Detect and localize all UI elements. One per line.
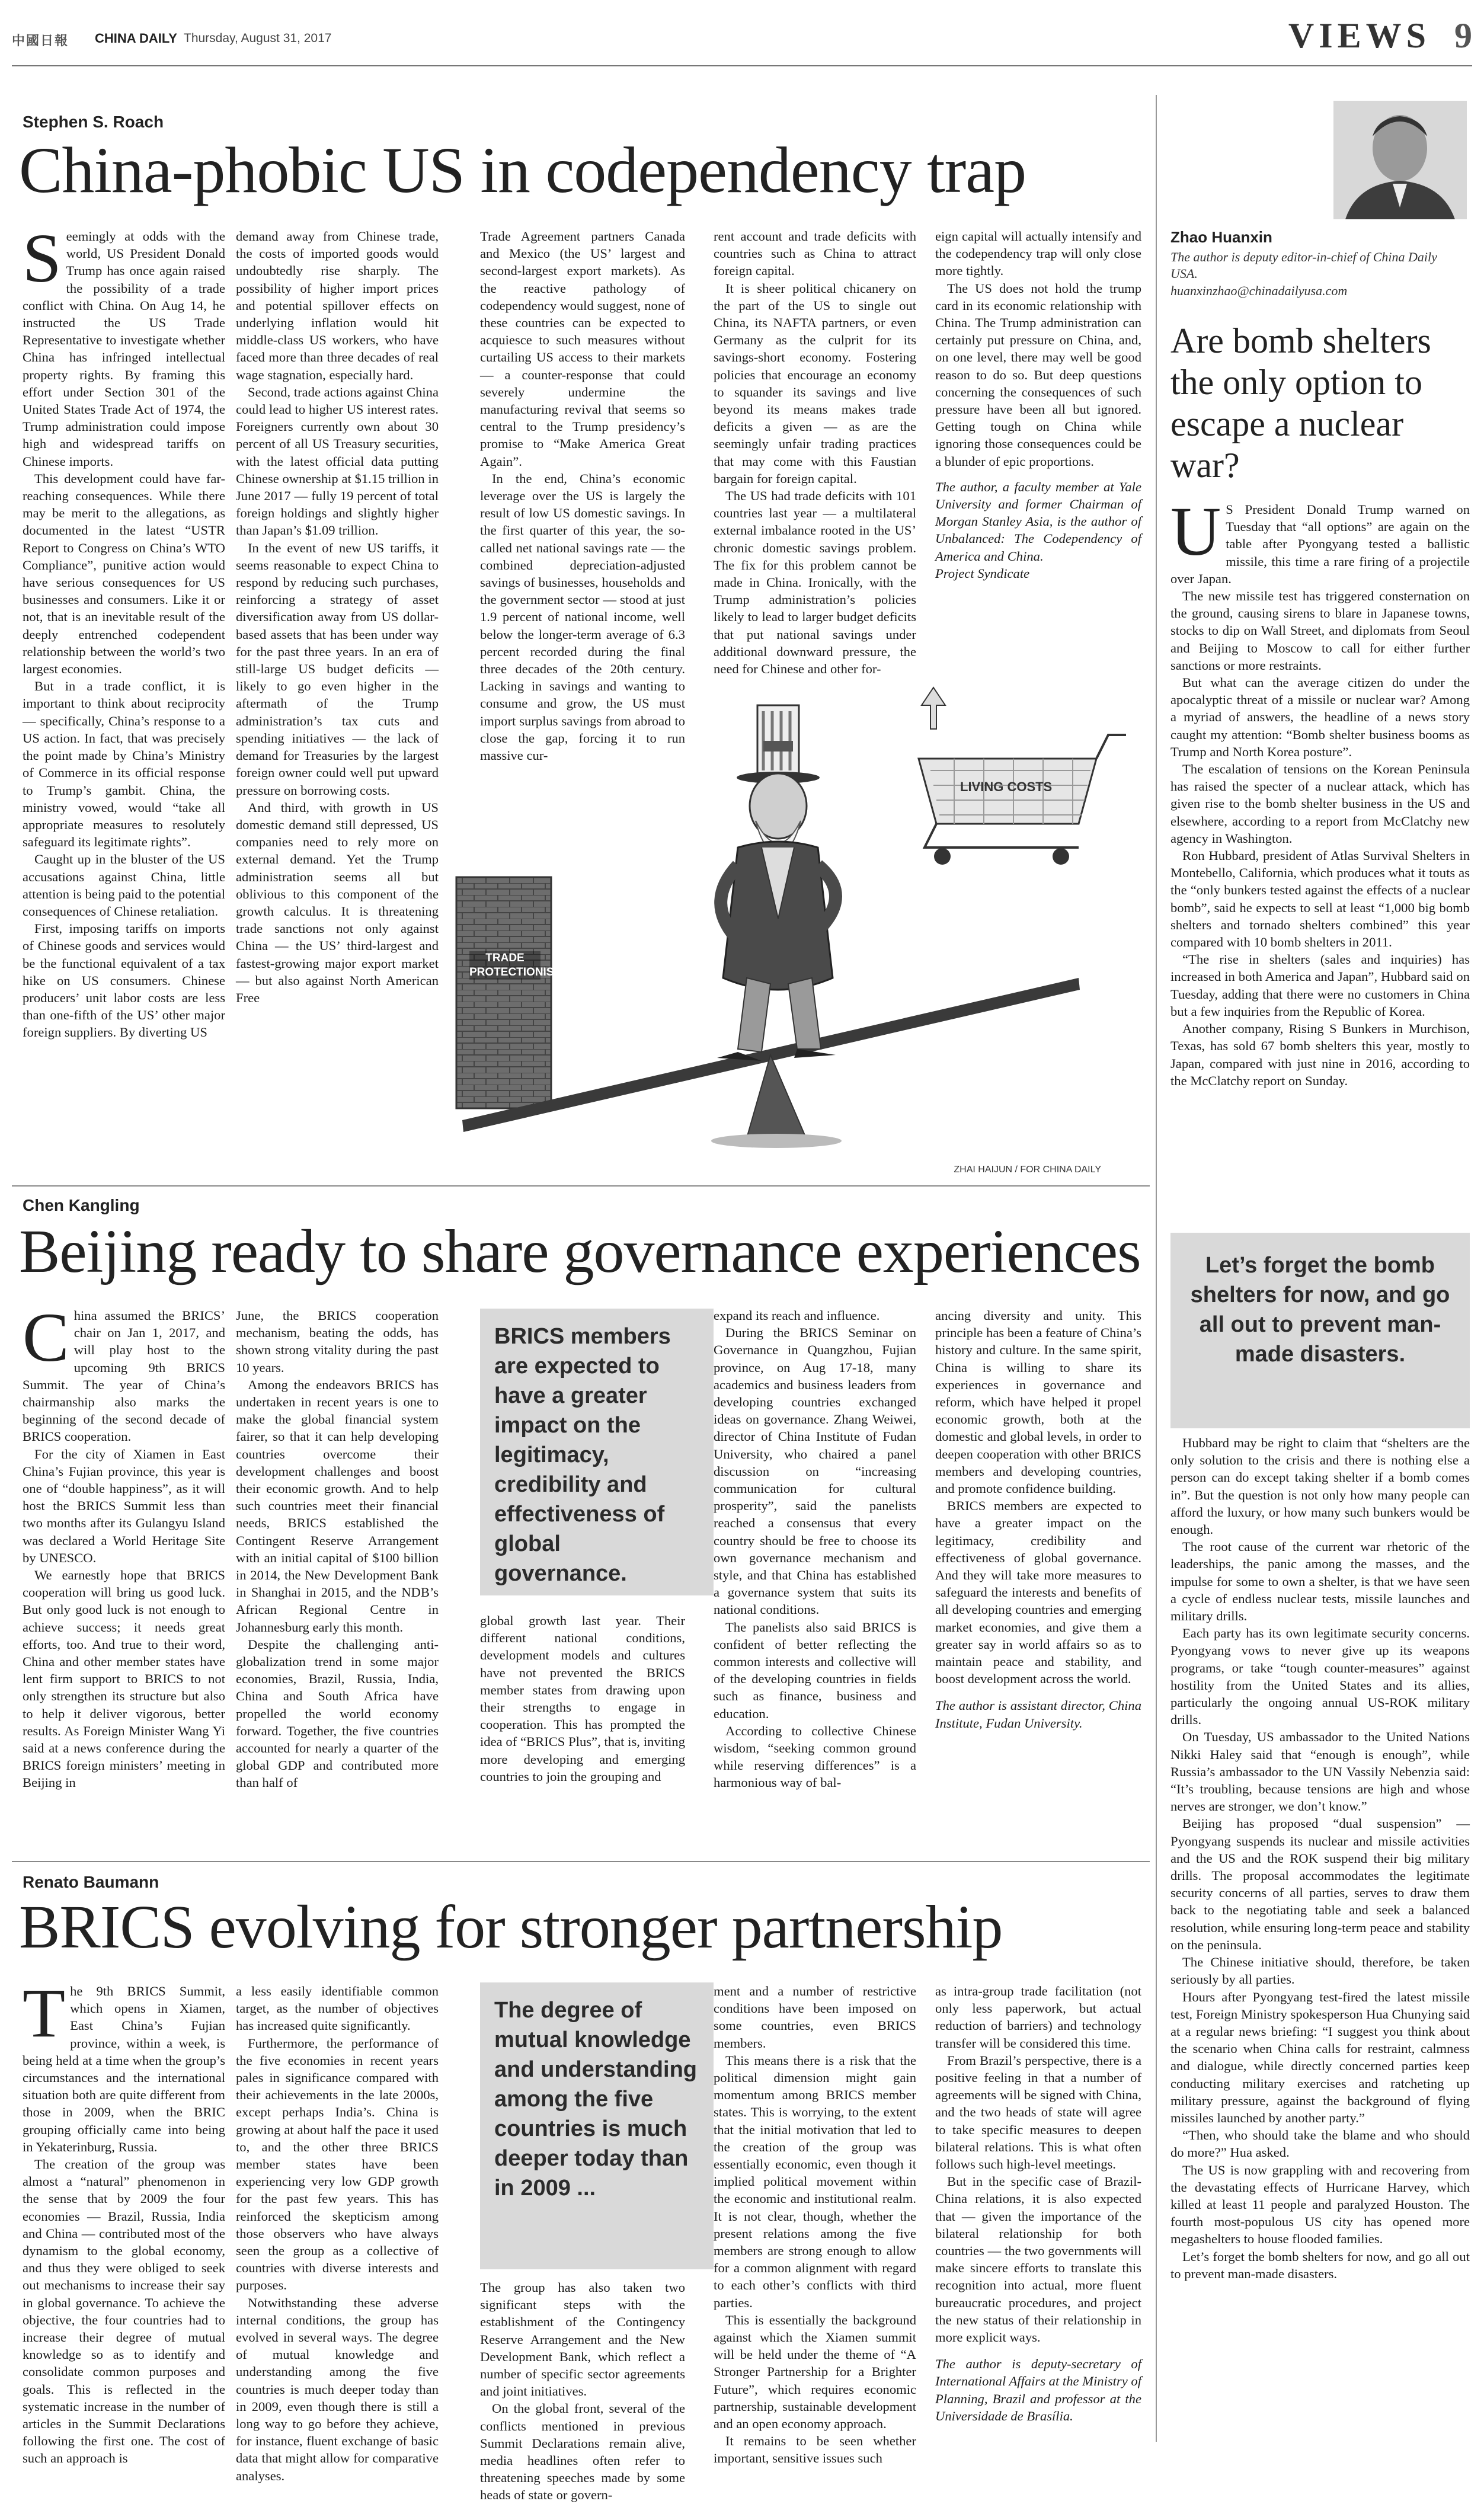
paragraph: rent account and trade deficits with countries such as China to attract foreign capital. xyxy=(714,229,916,279)
paragraph: eemingly at odds with the world, US President Donald Trump has once again raised the possibility of a trade conflict with China. On Aug 14, he instructed the US Trade Representative to investigate whether China has infringed intellectual property rights. By framing this effort under Section 301 of the United States Trade Act of 1974, the Trump administration could impose high and widespread tariffs on Chinese imports. xyxy=(23,229,225,469)
article1-byline: Stephen S. Roach xyxy=(23,113,164,131)
paragraph: The group has also taken two significant steps with the establishment of the Contingency Reserve Arrangement and the New Development Bank, which reflect a number of specific sector agreements and joint initiatives. xyxy=(480,2280,685,2399)
paragraph: hina assumed the BRICS’ chair on Jan 1, 2017, and will play host to the upcoming 9th BRICS Summit. The year of China’s chairmanship also marks the beginning of the second decade of BRICS cooperation. xyxy=(23,1308,225,1444)
paragraph: Beijing has proposed “dual suspension” — Pyongyang suspends its nuclear and missile activities and the US and the ROK suspend their big military drills. The proposal accommodates the legitimate security concerns of all parties, serves to draw them back to the negotiating table and seek a balanced resolution, while ensuring long-term peace and stability on the peninsula. xyxy=(1170,1816,1470,1952)
paragraph: We earnestly hope that BRICS cooperation will bring us good luck. But only good luck is not enough to achieve success; it needs great efforts, too. And true to their word, China and other member states have lent firm support to BRICS to not only strengthen its structure but also to help it deliver vigorous, better results. As Foreign Minister Wang Yi said at a news conference during the BRICS foreign ministers’ meeting in Beijing in xyxy=(23,1568,225,1790)
paragraph: as intra-group trade facilitation (not only less paperwork, but actual reduction of barriers) and technology transfer will be considered this time. xyxy=(935,1984,1141,2051)
sidebar-pull-quote xyxy=(1170,1233,1470,1428)
paragraph: In the end, China’s economic leverage over the US is largely the result of low US domestic savings. In the first quarter of this year, the so-called net national savings rate — the combined depreciation-adjusted savings of businesses, households and the government sector — stood at just 1.9 percent of national income, well below the longer-term average of 6.3 percent recorded during the final three decades of the 20th century. Lacking in savings and wanting to consume and grow, the US must import surplus savings from abroad to close the gap, forcing it to run massive cur- xyxy=(480,471,685,763)
masthead-rule xyxy=(12,65,1472,66)
paragraph: The creation of the group was almost a “natural” phenomenon in the sense that by 2009 the four economies — Brazil, Russia, India and China — contributed most of the dynamism to the global economy, and thus they were obliged to seek out mechanisms to increase their say in global governance. To achieve the objective, the four countries had to increase their degree of mutual knowledge so as to identify and consolidate common purposes and goals. This is reflected in the systematic increase in the number of articles in the Summit Declarations following the first one. The cost of such an approach is xyxy=(23,2157,225,2466)
article1-col1 xyxy=(23,219,225,1235)
paragraph: According to collective Chinese wisdom, “seeking common ground while reserving differences” is a harmonious way of bal- xyxy=(714,1723,916,1790)
paragraph: This development could have far-reaching consequences. While there may be merit to the allegations, as documented in the latest “USTR Report to Congress on China’s WTO Compliance”, punitive action would have serious consequences for US businesses and consumers. Like it or not, that is an inevitable result of the deeply entrenched codependent relationship between the world’s two largest economies. xyxy=(23,471,225,677)
paragraph: Caught up in the bluster of the US accusations against China, little attention is being paid to the potential consequences of Chinese retaliation. xyxy=(23,852,225,919)
paragraph: The root cause of the current war rhetoric of the leaderships, the panic among the masses, and the impulse for some to own a shelter, is that we have seen a cycle of endless nuclear tests, missile launches and military drills. xyxy=(1170,1539,1470,1624)
paragraph: S President Donald Trump warned on Tuesday that “all options” are again on the table after Pyongyang tested a ballistic missile, this time a rare firing of a projectile over Japan. xyxy=(1170,502,1470,586)
paragraph: Ron Hubbard, president of Atlas Survival Shelters in Montebello, California, which produces what it touts as the “only bunkers tested against the effects of a nuclear bomb”, said he expects to sell at least “1,000 big bomb shelters and tornado shelters combined” this year compared with 10 bomb shelters in 2011. xyxy=(1170,848,1470,950)
uncle-sam-figure xyxy=(717,705,836,1061)
article3-headline: BRICS evolving for stronger partnership xyxy=(19,1893,1003,1961)
paragraph: demand away from Chinese trade, the costs of imported goods would undoubtedly rise sharply. The possibility of higher import prices and potential spillover effects on underlying inflation would hit middle-class US workers, who have faced more than three decades of real wage stagnation, especially hard. xyxy=(236,229,439,382)
sidebar-divider xyxy=(1156,95,1157,2442)
paragraph: First, imposing tariffs on imports of Chinese goods and services would be the functional equivalent of a tax hike on US consumers. Chinese producers’ unit labor costs are less than one-fifth of the US’ other major foreign suppliers. By diverting US xyxy=(23,921,225,1040)
article3-col3 xyxy=(480,2279,685,2503)
paragraph: On Tuesday, US ambassador to the United Nations Nikki Haley said that “enough is enough”, while Russia’s ambassador to the UN Vassily Nebenzia said: “It’s troubling, because tensions are high and whose nerves are stronger, we don’t know.” xyxy=(1170,1729,1470,1814)
paragraph: The Chinese initiative should, therefore, be taken seriously by all parties. xyxy=(1170,1955,1470,1987)
article3-byline: Renato Baumann xyxy=(23,1873,159,1891)
fulcrum xyxy=(747,1055,806,1138)
paragraph: But in the specific case of Brazil-China relations, it is also expected that — given the importance of the bilateral relationship for both countries — the two governments will make sincere efforts to translate this recognition into actual, more fluent bureaucratic procedures, and project the new status of their relationship in more explicit ways. xyxy=(935,2174,1141,2345)
paragraph: Hours after Pyongyang test-fired the latest missile test, Foreign Ministry spokesperson Hua Chunying said at a regular news briefing: “I suggest you think about the scenario when China calls for restraint, calmness and dialogue, while directly concerned parties keep conducting military exercises and ratcheting up military pressure, against the background of flying missiles launched by another party.” xyxy=(1170,1989,1470,2125)
article2-byline: Chen Kangling xyxy=(23,1196,140,1214)
paragraph: The US does not hold the trump card in its economic relationship with China. The Trump administration can certainly put pressure on China, and, on one level, there may well be good reason to do so. But deep questions concerning the consequences of such pressure have been all but ignored. Getting tough on China while ignoring those consequences could be a blunder of epic proportions. xyxy=(935,280,1141,469)
paragraph: Hubbard may be right to claim that “shelters are the only solution to the crisis and there is nothing else a person can do except taking shelter if a bomb comes in”. But the question is not only how many people can afford the luxury, or how many such bunkers would be enough. xyxy=(1170,1435,1470,1537)
sidebar-body-top xyxy=(1170,493,1470,1218)
pull-quote-text: Let’s forget the bomb shelters for now, and go all out to prevent man-made disasters. xyxy=(1190,1253,1450,1367)
wall-label: TRADE PROTECTIONISM xyxy=(469,952,564,978)
paragraph: In the event of new US tariffs, it seems reasonable to expect China to respond by reducing such purchases, reinforcing a strategy of asset diversification away from US dollar-based assets that has been under way for the past three years. In an era of still-large US budget deficits — likely to go even higher in the aftermath of the Trump administration’s tax cuts and spending initiatives — the lack of demand for Treasuries by the largest foreign owner could well put upward pressure on borrowing costs. xyxy=(236,540,439,798)
paragraph: The US is now grappling with and recovering from the devastating effects of Hurricane Harvey, which killed at least 11 people and paralyzed Houston. The fourth most-populous US city has opened more megashelters to house flooded families. xyxy=(1170,2162,1470,2247)
paragraph: June, the BRICS cooperation mechanism, beating the odds, has shown strong vitality during the past 10 years. xyxy=(236,1308,439,1375)
paragraph: expand its reach and influence. xyxy=(714,1308,880,1323)
paragraph: The US had trade deficits with 101 countries last year — a multilateral external imbalance rooted in the US’ chronic domestic savings problem. The fix for this problem cannot be made in China. Ironically, with the Trump administration’s policies likely to lead to larger budget deficits that put national savings under additional downward pressure, the need for Chinese and other for- xyxy=(714,488,916,677)
paragraph: This means there is a risk that the political dimension might gain momentum among BRICS member states. This is worrying, to the extent that the initial motivation that led to the creation of the group was essentially economic, even though it implied political movement within the economic and institutional realm. It is not clear, though, whether the present relations among the five members are strong enough to allow for a common alignment with regard to each other’s conflicts with third parties. xyxy=(714,2052,916,2310)
article1-dropcap: S xyxy=(23,219,62,297)
article2-col1 xyxy=(23,1299,225,1852)
article2-headline: Beijing ready to share governance experiences xyxy=(19,1217,1141,1285)
article2-col2 xyxy=(236,1307,439,1852)
paragraph: The escalation of tensions on the Korean Peninsula has raised the specter of a nuclear attack, which has given rise to the bomb shelter business in the US and elsewhere, according to a report from McClatchy new agency in Washington. xyxy=(1170,762,1470,846)
paragraph: Furthermore, the performance of the five economies in recent years pales in significance compared with their achievements in the late 2000s, except perhaps India’s. China is growing at about half the pace it used to, and the other three BRICS member states have been experiencing very low GDP growth for the past few years. This has reinforced the skepticism among those observers who have always seen the group as a collective of countries with diverse interests and purposes. xyxy=(236,2035,439,2293)
paragraph: Trade Agreement partners Canada and Mexico (the US’ largest and second-largest export markets). As the reactive pathology of codependency would suggest, none of these countries can be expected to acquiesce to such measures without curtailing US access to their markets — a counter-response that could severely undermine the manufacturing revival that seems so central to the Trump presidency’s promise to “Make America Great Again”. xyxy=(480,229,685,469)
paragraph: The new missile test has triggered consternation on the ground, causing sirens to blare in Japanese towns, stocks to dip on Wall Street, and diplomats from Seoul and Beijing to Moscow to call for either further sanctions or more restraints. xyxy=(1170,589,1470,673)
paragraph: eign capital will actually intensify and the codependency trap will only close more tightly. xyxy=(935,229,1141,279)
article1-col5 xyxy=(935,228,1141,581)
article3-col2 xyxy=(236,1982,439,2483)
paragraph: global growth last year. Their different national conditions, development models and cultures have not prevented the BRICS member states from drawing upon their strengths to engage in cooperation. This has prompted the idea of “BRICS Plus”, that is, inviting more developing and emerging countries to join the grouping and xyxy=(480,1613,685,1784)
sidebar-headline: Are bomb shelters the only option to escape a nuclear war? xyxy=(1170,321,1431,485)
paragraph: During the BRICS Seminar on Governance in Quangzhou, Fujian province, on Aug 17-18, many academics and business leaders from developing countries exchanged ideas on governance. Zhang Weiwei, director of China Institute of Fudan University, who chaired a panel discussion on “increasing communication for cultural prosperity”, said the panelists reached a consensus that every country should be free to choose its own governance mechanism and style, and that China has established a governance system that suits its national conditions. xyxy=(714,1325,916,1617)
source-credit: Project Syndicate xyxy=(935,565,1030,581)
article3-pull-quote xyxy=(480,1982,714,2269)
paragraph: “Then, who should take the blame and who should do more?” Hua asked. xyxy=(1170,2128,1470,2160)
paragraph: The panelists also said BRICS is confident of better reflecting the common interests and collective will of the developing countries in fields such as finance, business and education. xyxy=(714,1619,916,1721)
avatar xyxy=(1333,101,1467,219)
sidebar-dropcap: U xyxy=(1170,493,1221,570)
paragraph: “The rise in shelters (sales and inquiries) has increased in both America and Japan”, Hubbard said on Tuesday, adding that there were no customers in China but a few inquiries from the Republic of Korea. xyxy=(1170,952,1470,1019)
sidebar-email: huanxinzhao@chinadailyusa.com xyxy=(1170,283,1348,298)
paragraph: Despite the challenging anti-globalization trend in some major economies, Brazil, Russia, India, China and South Africa have propelled the world economy forward. Together, the five countries accounted for nearly a quarter of the global GDP and contributed more than half of xyxy=(236,1636,439,1790)
illustration-credit: ZHAI HAIJUN / FOR CHINA DAILY xyxy=(954,1165,1101,1175)
divider xyxy=(12,1185,1150,1187)
paragraph: ancing diversity and unity. This principle has been a feature of China’s history and culture. In the same spirit, China is willing to share its experiences in governance and reform, which have helped it propel economic growth, both at the domestic and global levels, in order to deepen cooperation with other BRICS members and developing countries, and promote confidence building. xyxy=(935,1308,1141,1496)
illustration-svg xyxy=(439,670,1144,1179)
paragraph: ment and a number of restrictive conditions have been imposed on some countries, even BRICS members. xyxy=(714,1984,916,2051)
paragraph: Each party has its own legitimate security concerns. Pyongyang vows to never give up its weapons programs, or take “tough counter-measures” against hostility from the United States and its allies, particularly the ongoing annual US-ROK military drills. xyxy=(1170,1626,1470,1728)
article2-dropcap: C xyxy=(23,1299,69,1376)
article3-col1 xyxy=(23,1974,225,2466)
paragraph: Notwithstanding these adverse internal conditions, the group has evolved in several ways. The degree of mutual knowledge and understanding among the five countries is much deeper today than in 2009, even though there is still a long way to go before they achieve, for instance, fluent exchange of basic data that might allow for comparative analyses. xyxy=(236,2295,439,2483)
up-arrow-icon xyxy=(922,687,945,729)
pull-quote-text: The degree of mutual knowledge and understanding among the five countries is much deeper today than in 2009 ... xyxy=(494,1998,697,2201)
page-number: 9 xyxy=(1454,16,1472,55)
article3-dropcap: T xyxy=(23,1974,66,2052)
divider xyxy=(12,1861,1150,1862)
paragraph: Among the endeavors BRICS has undertaken in recent years is one to make the global financial system fairer, so that it can help developing countries overcome their development challenges and boost their economic growth. And to help such countries meet their financial needs, BRICS established the Contingent Reserve Arrangement with an initial capital of $100 billion in 2014, the New Development Bank in Shanghai in 2015, and the NDB’s African Regional Centre in Johannesburg early this month. xyxy=(236,1377,439,1635)
issue-date: Thursday, August 31, 2017 xyxy=(184,31,332,45)
cart-label: LIVING COSTS xyxy=(960,779,1053,794)
paragraph: It remains to be seen whether important, sensitive issues such xyxy=(714,2433,916,2466)
article2-pull-quote xyxy=(480,1309,714,1595)
author-bio: The author, a faculty member at Yale University and former Chairman of Morgan Stanley Asia, is the author of Unbalanced: The Codependency of America and China. xyxy=(935,479,1141,564)
article3-col4 xyxy=(714,1982,916,2466)
paragraph: Another company, Rising S Bunkers in Murchison, Texas, has sold 67 bomb shelters this year, mostly to Japan, compared with just nine in 2016, according to the McClatchy report on Sunday. xyxy=(1170,1021,1470,1088)
author-bio: The author is assistant director, China Institute, Fudan University. xyxy=(935,1698,1141,1731)
section-title: VIEWS xyxy=(1288,16,1431,55)
paragraph: On the global front, several of the conflicts mentioned in previous Summit Declarations remain alive, media headlines often refer to threatening speeches made by some heads of state or govern- xyxy=(480,2401,685,2503)
paragraph: From Brazil’s perspective, there is a positive feeling in that a number of agreements will be signed with China, and the two heads of state will agree to take specific measures to deepen bilateral relations. This is what often follows such high-level meetings. xyxy=(935,2052,1141,2172)
paragraph: a less easily identifiable common target, as the number of objectives has increased quite significantly. xyxy=(236,1984,439,2033)
pull-quote-text: BRICS members are expected to have a greater impact on the legitimacy, credibility and effectiveness of global governance. xyxy=(494,1324,671,1586)
paragraph: And third, with growth in US domestic demand still depressed, US companies need to rely more on external demand. Yet the Trump administration seems all but oblivious to this component of the growth calculus. It is threatening trade sanctions not only against China — the US’ third-largest and fastest-growing major export market — but also against North American Free xyxy=(236,800,439,1005)
paragraph: BRICS members are expected to have a greater impact on the legitimacy, credibility and effectiveness of global governance. And they will take more measures to safeguard the interests and benefits of all developing countries and emerging market economies, and give them a greater say in world affairs so as to maintain peace and stability, and boost development across the world. xyxy=(935,1498,1141,1687)
article1-illustration xyxy=(439,670,1144,1179)
paragraph: It is sheer political chicanery on the part of the US to single out China, its NAFTA partners, or even Germany as the culprit for its savings-short economy. Fostering policies that encourage an economy to squander its savings and live beyond its means makes trade deficits a given — as are the seemingly unfair trading practices that may come with this Faustian bargain for foreign capital. xyxy=(714,280,916,486)
article2-col3 xyxy=(480,1612,685,1852)
shopping-cart xyxy=(919,687,1126,865)
author-bio: The author is deputy-secretary of International Affairs at the Ministry of Planning, Brazil and professor at the Universidade de Brasília. xyxy=(935,2356,1141,2423)
article2-col5 xyxy=(935,1307,1141,1852)
paper-name: CHINA DAILY xyxy=(95,31,177,46)
paragraph: But in a trade conflict, it is important to think about reciprocity — specifically, China’s response to a US action. In fact, that was precisely the point made by China’s Ministry of Commerce in its official response to Trump’s gambit. China, the ministry vowed, would “take all appropriate measures to resolutely safeguard its legitimate rights”. xyxy=(23,679,225,850)
author-photo xyxy=(1333,101,1467,219)
paragraph: Second, trade actions against China could lead to higher US interest rates. Foreigners currently own about 30 percent of all US Treasury securities, with the latest official data putting Chinese ownership at $1.15 trillion in June 2017 — fully 19 percent of total foreign holdings and slightly higher than Japan’s $1.09 trillion. xyxy=(236,384,439,538)
sidebar-bio: The author is deputy editor-in-chief of China Daily USA. xyxy=(1170,250,1437,281)
paragraph: For the city of Xiamen in East China’s Fujian province, this year is one of “double happiness”, as it will host the BRICS Summit less than two months after its Gulangyu Island was declared a World Heritage Site by UNESCO. xyxy=(23,1446,225,1565)
sidebar-body-bottom xyxy=(1170,1434,1470,2445)
article3-col5 xyxy=(935,1982,1141,2445)
masthead xyxy=(12,13,1472,65)
paragraph: Let’s forget the bomb shelters for now, and go all out to prevent man-made disasters. xyxy=(1170,2249,1470,2281)
article2-col4 xyxy=(714,1307,916,1852)
sidebar-author: Zhao Huanxin xyxy=(1170,228,1272,246)
paragraph: he 9th BRICS Summit, which opens in Xiamen, East China’s Fujian province, within a week, is being held at a time when the group’s circumstances and the international situation both are quite different from those in 2009, when the BRIC grouping officially came into being in Yekaterinburg, Russia. xyxy=(23,1984,225,2154)
paragraph: This is essentially the background against which the Xiamen summit will be held under the theme of “A Stronger Partnership for a Brighter Future”, which requires economic partnership, sustainable development and an open economy approach. xyxy=(714,2312,916,2432)
article1-headline: China-phobic US in codependency trap xyxy=(19,134,1026,206)
paragraph: But what can the average citizen do under the apocalyptic threat of a missile or nuclear war? Among a myriad of answers, the headline of a news story caught my attention: “Bomb shelter business booms as Trump and North Korea posture”. xyxy=(1170,675,1470,759)
logo: 中國日報 xyxy=(12,33,69,48)
protectionism-wall xyxy=(456,877,564,1108)
article1-col2 xyxy=(236,228,439,1235)
